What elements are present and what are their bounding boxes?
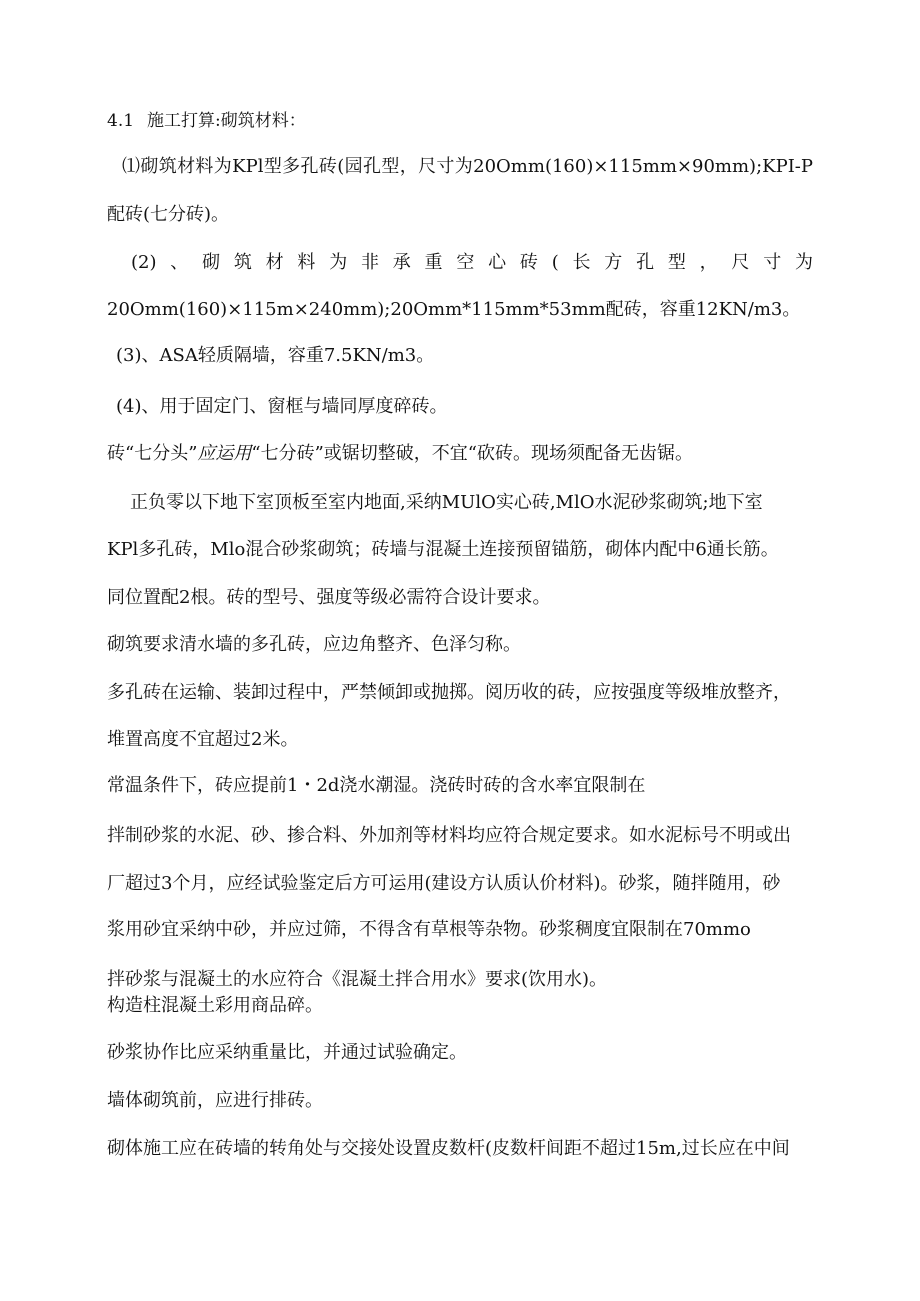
paragraph-line: ⑴砌筑材料为KPl型多孔砖(园孔型，尺寸为20Omm(160)×115mm×90mm);KPI-P (122, 156, 813, 177)
section-heading (107, 110, 813, 132)
section-title: 施工打算:砌筑材料： (147, 111, 306, 131)
text-run: 砖“七分头” (107, 443, 198, 464)
paragraph-line: 拌砂浆与混凝土的水应符合《混凝土拌合用水》要求(饮用水)。 (107, 969, 608, 990)
paragraph-line: 拌制砂浆的水泥、砂、掺合料、外加剂等材料均应符合规定要求。如水泥标号不明或出 (107, 825, 791, 846)
paragraph-line: 砌体施工应在砖墙的转角处与交接处设置皮数杆(皮数杆间距不超过15m,过长应在中间 (107, 1138, 790, 1159)
paragraph-line: 浆用砂宜采纳中砂，并应过筛，不得含有草根等杂物。砂浆稠度宜限制在70mmo (107, 919, 751, 940)
paragraph-line: 砂浆协作比应采纳重量比，并通过试验确定。 (107, 1042, 467, 1063)
paragraph-line: 同位置配2根。砖的型号、强度等级必需符合设计要求。 (107, 587, 551, 608)
paragraph-line: (4)、用于固定门、窗框与墙同厚度碎砖。 (116, 396, 448, 417)
paragraph-line: 厂超过3个月，应经试验鉴定后方可运用(建设方认质认价材料)。砂浆，随拌随用，砂 (107, 873, 781, 894)
text-run: “七分砖”或锯切整破，不宜“砍砖。现场须配备无齿锯。 (251, 443, 694, 464)
paragraph-line: 砌筑要求清水墙的多孔砖，应边角整齐、色泽匀称。 (107, 634, 521, 655)
paragraph-line: (2)、砌筑材料为非承重空心砖(长方孔型，尺寸为 (131, 252, 813, 273)
paragraph-line: 配砖(七分砖)。 (107, 204, 230, 225)
paragraph-line: KPl多孔砖，Mlo混合砂浆砌筑；砖墙与混凝土连接预留锚筋，砌体内配中6通长筋。 (107, 539, 779, 560)
paragraph-line: 构造柱混凝土彩用商品碎。 (107, 995, 323, 1016)
paragraph-line: 常温条件下，砖应提前1・2d浇水潮湿。浇砖时砖的含水率宜限制在 (107, 775, 646, 796)
paragraph-line: 20Omm(160)×115m×240mm);20Omm*115mm*53mm配砖，容重12KN/m3。 (107, 299, 801, 320)
section-number: 4.1 (107, 111, 135, 131)
paragraph-line: 堆置高度不宜超过2米。 (107, 729, 299, 750)
italic-text-run: 应运用 (197, 443, 252, 464)
paragraph-line: 正负零以下地下室顶板至室内地面,采纳MUlO实心砖,MlO水泥砂浆砌筑;地下室 (130, 492, 763, 513)
paragraph-line: 多孔砖在运输、装卸过程中，严禁倾卸或抛掷。阅历收的砖，应按强度等级堆放整齐， (107, 682, 791, 703)
paragraph-line: 墙体砌筑前，应进行排砖。 (107, 1090, 323, 1111)
paragraph-line (107, 443, 813, 465)
paragraph-line: (3)、ASA轻质隔墙，容重7.5KN/m3。 (116, 345, 435, 366)
